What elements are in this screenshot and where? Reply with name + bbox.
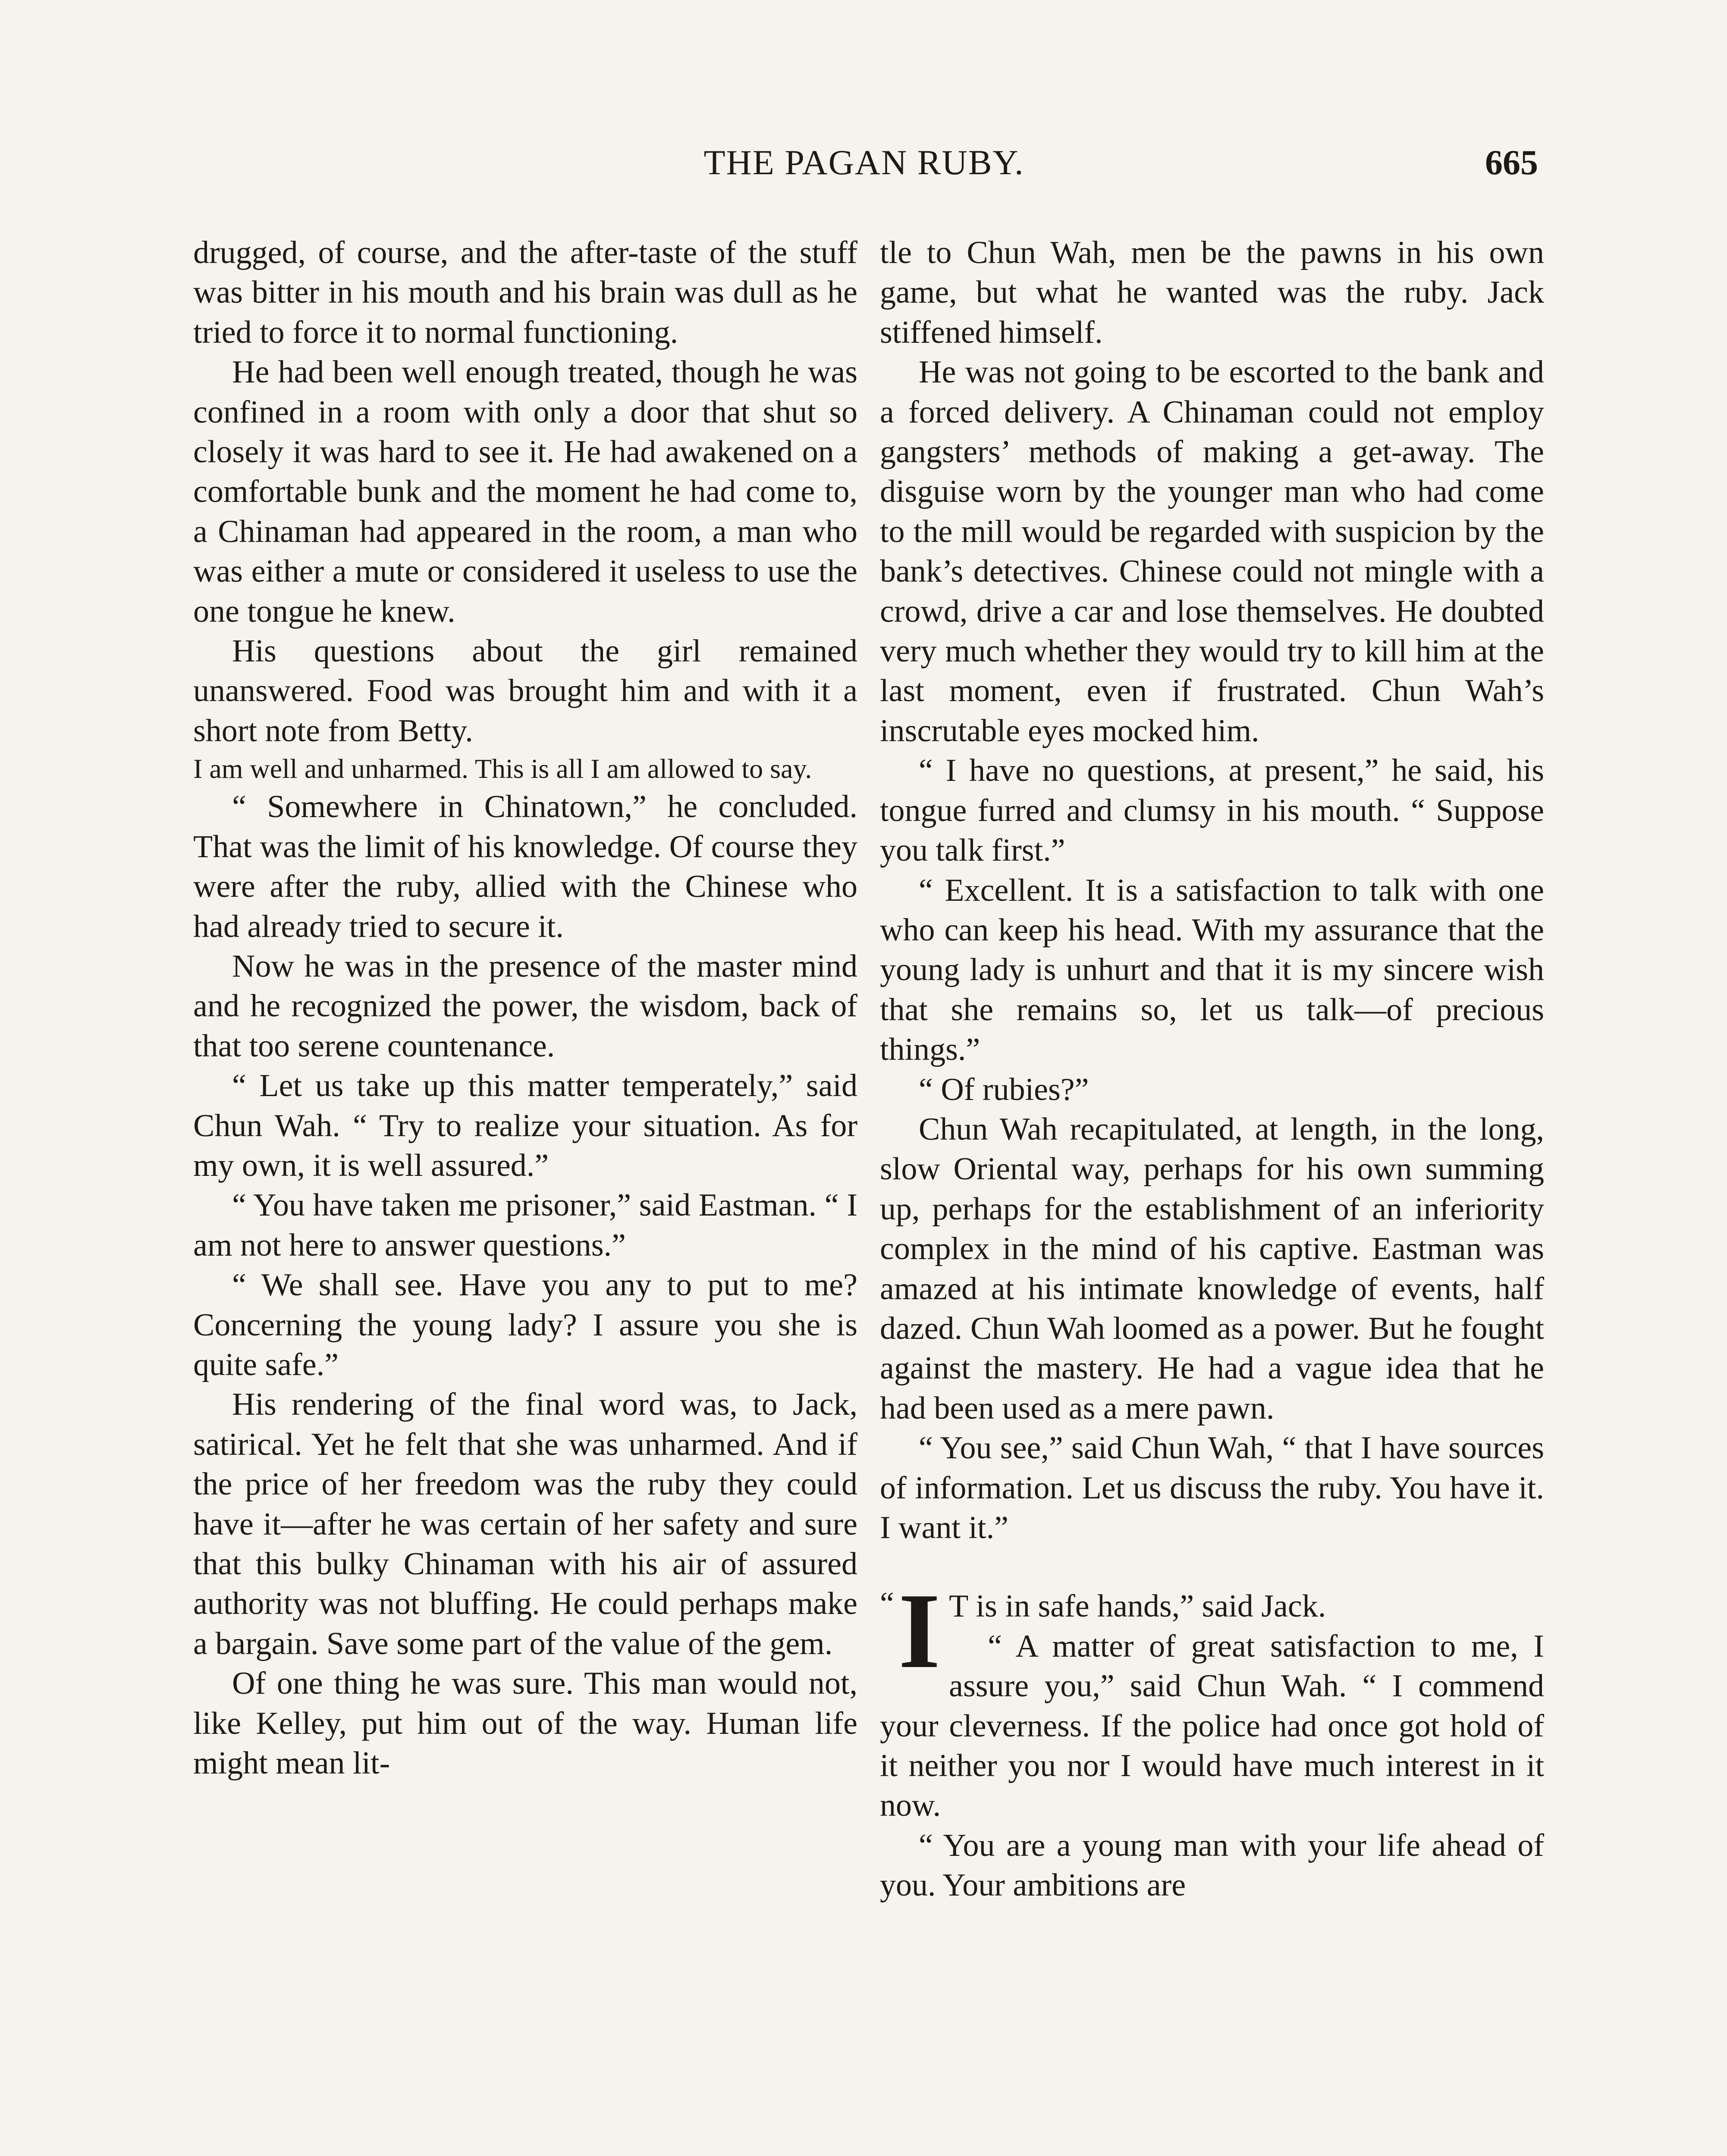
paragraph: His rendering of the final word was, to Jack, satirical. Yet he felt that she was unharmed. And if the price of her freedom was the ruby they could have it—after he was certain of her safety and sure that this bulky Chinaman with his air of assured authority was not bluffing. He could perhaps make a bargain. Save some part of the value of the gem. bbox=[193, 1387, 857, 1661]
running-title: THE PAGAN RUBY. bbox=[703, 143, 1024, 182]
paragraph: His questions about the girl remained unanswered. Food was brought him and with it a short note from Betty. bbox=[193, 633, 857, 749]
paragraph: Of one thing he was sure. This man would not, like Kelley, put him out of the way. Human life might mean lit- bbox=[193, 1666, 857, 1781]
paragraph: “ You have taken me prisoner,” said Eastman. “ I am not here to answer questions.” bbox=[193, 1188, 857, 1263]
paragraph: tle to Chun Wah, men be the pawns in his own game, but what he wanted was the ruby. Jack stiffened himself. bbox=[880, 235, 1544, 350]
paragraph: “ We shall see. Have you any to put to me? Concerning the young lady? I assure you she is quite safe.” bbox=[193, 1267, 857, 1382]
quoted-note: I am well and unharmed. This is all I am allowed to say. bbox=[193, 753, 812, 784]
paragraph: “ A matter of great satisfaction to me, I assure you,” said Chun Wah. “ I commend your cleverness. If the police had once got hold of it neither you nor I would have much interest in it now. bbox=[880, 1628, 1544, 1824]
paragraph: “ Somewhere in Chinatown,” he concluded. That was the limit of his knowledge. Of course they were after the ruby, allied with the Chinese who had already tried to secure it. bbox=[193, 789, 857, 944]
right-column bbox=[880, 233, 1544, 1905]
paragraph: “ You see,” said Chun Wah, “ that I have sources of information. Let us discuss the ruby. You have it. I want it.” bbox=[880, 1430, 1544, 1545]
paragraph: “ You are a young man with your life ahead of you. Your ambitions are bbox=[880, 1827, 1544, 1903]
paragraph: “ Let us take up this matter temperately,” said Chun Wah. “ Try to realize your situation. As for my own, it is well assured.” bbox=[193, 1068, 857, 1183]
page-number: 665 bbox=[1485, 143, 1538, 182]
dropcap-quote: “ bbox=[880, 1586, 894, 1622]
paragraph: Chun Wah recapitulated, at length, in the long, slow Oriental way, perhaps for his own summing up, perhaps for the establishment of an inferiority complex in the mind of his captive. Eastman was amazed at his intimate knowledge of events, half dazed. Chun Wah loomed as a power. But he fought against the mastery. He had a vague idea that he had been used as a mere pawn. bbox=[880, 1111, 1544, 1426]
drop-cap: I bbox=[898, 1571, 941, 1691]
page-header bbox=[190, 142, 1538, 190]
paragraph: “ Excellent. It is a satisfaction to talk with one who can keep his head. With my assurance that the young lady is unhurt and that it is my sincere wish that she remains so, let us talk—of precious things.” bbox=[880, 872, 1544, 1068]
left-column bbox=[193, 233, 857, 1783]
paragraph: Now he was in the presence of the master mind and he recognized the power, the wisdom, back of that too serene countenance. bbox=[193, 948, 857, 1064]
paragraph: T is in safe hands,” said Jack. bbox=[949, 1589, 1326, 1624]
paragraph: “ Of rubies?” bbox=[919, 1072, 1089, 1107]
paragraph: He was not going to be escorted to the bank and a forced delivery. A Chinaman could not employ gangsters’ methods of making a get-away. The disguise worn by the younger man who had come to the mill would be regarded with suspicion by the bank’s detectives. Chinese could not mingle with a crowd, drive a car and lose themselves. He doubted very much whether they would try to kill him at the last moment, even if frustrated. Chun Wah’s inscrutable eyes mocked him. bbox=[880, 354, 1544, 749]
paragraph: drugged, of course, and the after-taste of the stuff was bitter in his mouth and his brain was dull as he tried to force it to normal functioning. bbox=[193, 235, 857, 350]
dropcap-paragraph bbox=[880, 1571, 1544, 1825]
paragraph: He had been well enough treated, though he was confined in a room with only a door that shut so closely it was hard to see it. He had awakened on a comfortable bunk and the moment he had come to, a Chinaman had appeared in the room, a man who was either a mute or considered it useless to use the one tongue he knew. bbox=[193, 354, 857, 629]
paragraph: “ I have no questions, at present,” he said, his tongue furred and clumsy in his mouth. “ Suppose you talk first.” bbox=[880, 753, 1544, 868]
section-break bbox=[880, 1548, 1544, 1586]
